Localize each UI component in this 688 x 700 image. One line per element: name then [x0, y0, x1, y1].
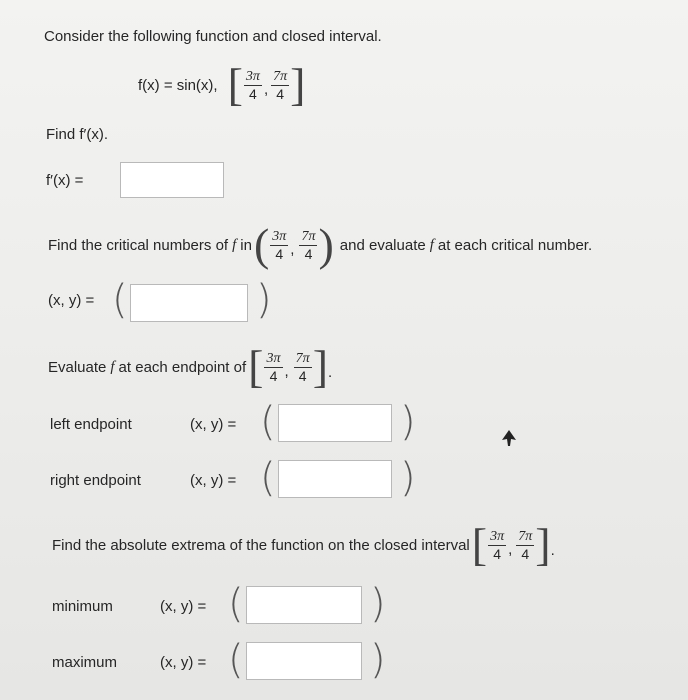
extrema-prompt-text: Find the absolute extrema of the function on the closed interval: [52, 536, 470, 554]
extrema-comma: ,: [508, 540, 513, 558]
maximum-answer-input[interactable]: [246, 642, 362, 680]
critical-close-paren-big: ): [256, 277, 272, 323]
fraction-numerator: 7π: [301, 228, 316, 244]
critical-prompt: [48, 219, 593, 270]
critical-comma: ,: [290, 240, 295, 258]
fraction-denominator: 4: [298, 367, 307, 384]
left-endpoint-answer-input[interactable]: [278, 404, 392, 442]
fraction-numerator: 7π: [295, 350, 310, 366]
interval-left-fraction: [244, 69, 262, 102]
critical-f-symbol: f: [232, 236, 237, 253]
interval-right-fraction: [271, 69, 289, 102]
endpoints-prompt-mid: at each endpoint of: [118, 358, 247, 376]
maximum-xy-label: (x, y) =: [160, 654, 207, 671]
critical-open-paren-big: (: [112, 277, 128, 323]
endpoints-open-bracket: [: [248, 341, 264, 392]
endpoints-right-fraction: [294, 351, 312, 384]
fraction-denominator: 4: [304, 245, 313, 262]
left-open-paren: (: [260, 399, 276, 445]
derivative-label: f′(x) =: [46, 172, 84, 189]
endpoints-comma: ,: [284, 362, 289, 380]
critical-prompt-text: Find the critical numbers of: [48, 236, 229, 254]
extrema-open-bracket: [: [471, 519, 488, 570]
minimum-open-paren: (: [228, 581, 244, 627]
endpoints-prompt-text: Evaluate: [48, 358, 107, 376]
intro-text: Consider the following function and closed interval.: [44, 28, 382, 45]
fraction-denominator: 4: [269, 367, 278, 384]
endpoints-left-fraction: [264, 351, 282, 384]
fraction-numerator: 7π: [518, 528, 533, 544]
fraction-denominator: 4: [275, 245, 284, 262]
fraction-numerator: 7π: [273, 68, 288, 84]
endpoints-period: .: [328, 363, 333, 381]
derivative-answer-input[interactable]: [120, 162, 224, 198]
mouse-cursor-icon: [502, 430, 516, 451]
interval-close-bracket: ]: [290, 59, 306, 110]
critical-in-text: in: [240, 236, 252, 254]
right-endpoint-label: right endpoint: [50, 472, 141, 489]
critical-answer-input[interactable]: [130, 284, 248, 322]
right-endpoint-xy-label: (x, y) =: [190, 472, 237, 489]
critical-prompt-after: and evaluate: [339, 236, 426, 254]
extrema-left-fraction: [488, 529, 506, 562]
fraction-numerator: 3π: [266, 350, 281, 366]
fraction-denominator: 4: [493, 545, 501, 562]
endpoints-close-bracket: ]: [312, 341, 329, 392]
maximum-close-paren: ): [370, 637, 386, 683]
endpoints-f-symbol: f: [110, 358, 115, 375]
maximum-open-paren: (: [228, 637, 244, 683]
minimum-close-paren: ): [370, 581, 386, 627]
fraction-numerator: 3π: [272, 228, 287, 244]
critical-f-symbol-2: f: [429, 236, 434, 253]
fraction-denominator: 4: [521, 545, 530, 562]
minimum-answer-input[interactable]: [246, 586, 362, 624]
critical-right-fraction: [299, 229, 317, 262]
critical-close-paren: ): [318, 219, 334, 270]
right-open-paren: (: [260, 455, 276, 501]
extrema-close-bracket: ]: [535, 519, 551, 570]
maximum-label: maximum: [52, 654, 118, 671]
minimum-label: minimum: [52, 598, 113, 615]
critical-open-paren: (: [253, 219, 270, 270]
interval-open-bracket: [: [227, 59, 243, 110]
minimum-xy-label: (x, y) =: [160, 598, 207, 615]
derivative-prompt: Find f′(x).: [46, 126, 108, 143]
right-endpoint-answer-input[interactable]: [278, 460, 392, 498]
left-endpoint-xy-label: (x, y) =: [190, 416, 237, 433]
function-lhs: f(x) = sin(x),: [138, 76, 218, 94]
fraction-numerator: 3π: [245, 68, 260, 84]
right-close-paren: ): [400, 455, 416, 501]
extrema-right-fraction: [516, 529, 534, 562]
left-close-paren: ): [400, 399, 416, 445]
extrema-prompt: [52, 519, 555, 570]
function-definition: [138, 59, 306, 110]
fraction-denominator: 4: [276, 85, 285, 102]
extrema-period: .: [550, 541, 555, 559]
interval-comma: ,: [263, 80, 269, 98]
fraction-numerator: 3π: [490, 528, 505, 544]
critical-xy-label: (x, y) =: [48, 292, 95, 309]
fraction-denominator: 4: [249, 85, 257, 102]
critical-left-fraction: [270, 229, 288, 262]
critical-prompt-after-2: at each critical number.: [437, 236, 593, 254]
endpoints-prompt: [48, 341, 333, 392]
left-endpoint-label: left endpoint: [50, 416, 132, 433]
